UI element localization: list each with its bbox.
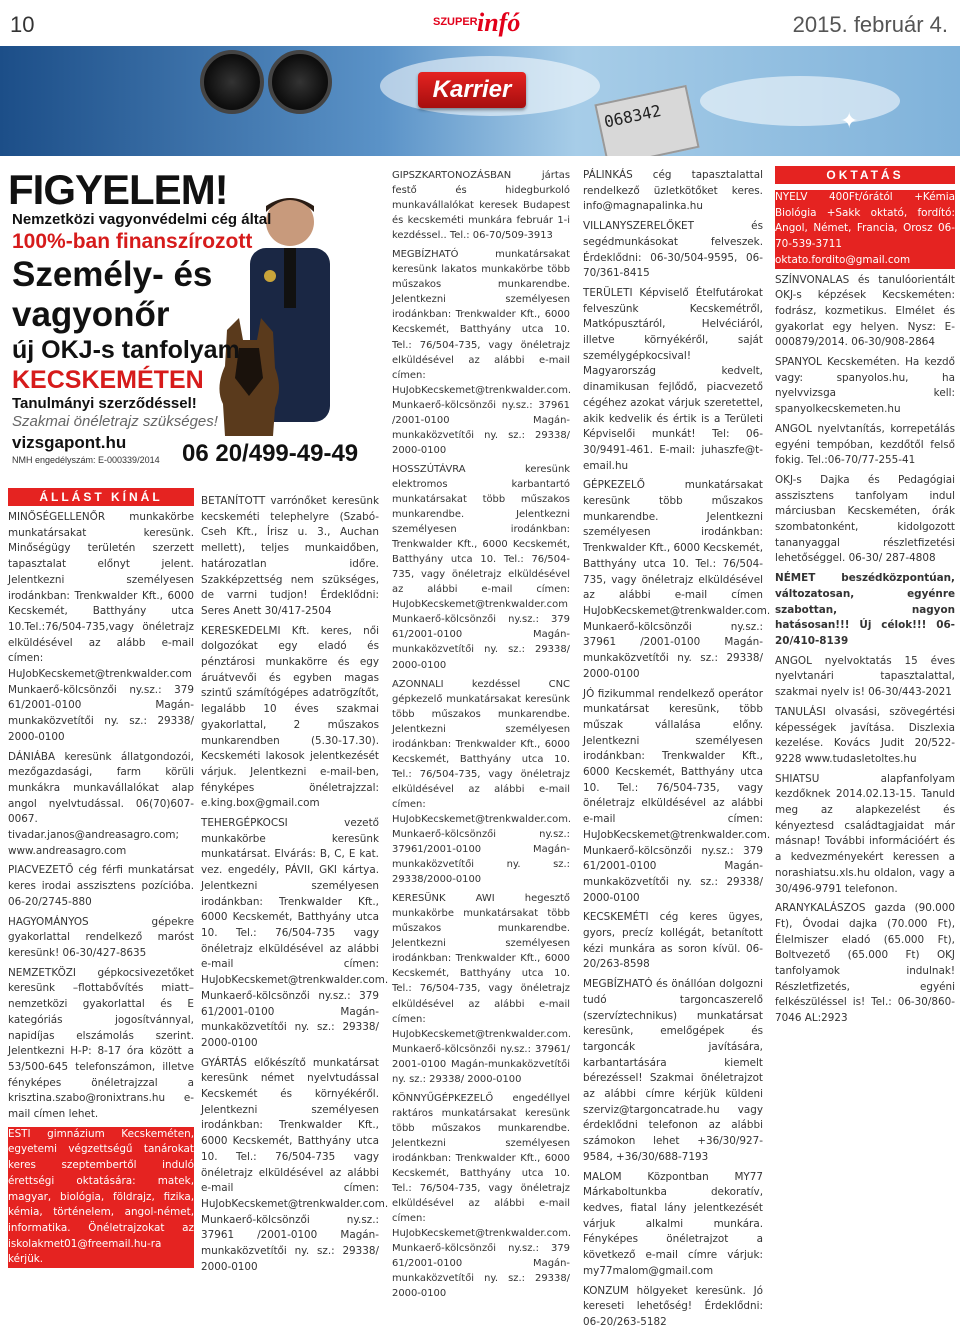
classified-ad: BETANÍTOTT varrónőket keresünk kecskeméti telephelyre (Szabó-Cseh Kft., Írisz u. 3., Auchan mellett), teljes munkaidőben, határozatlan időre. Szakképzettség nem szükséges, de varrni tudjon! Érdeklődni: Seres Anett 30/417-2504: [201, 495, 379, 617]
ad-license: NMH engedélyszám: E-000339/2014: [12, 455, 160, 465]
section-title: Karrier: [432, 76, 512, 103]
classified-ad: HOSSZÚTÁVRA keresünk elektromos karbantartó munkatársakat több műszakos munkarendbe. Jelentkezni személyesen irodánkban: Trenkwalder Kft., 6000 Kecskemét, Batthyány utca 10. Tel.: 76/504-735, vagy önéletrajz elküldésével az alábbi e-mail címen: HuJobKecskemet@trenkwalder.com Munkaerő-kölcsönzői ny.sz.: 379 61/2001-0100 Magán-munkaközvetítői ny. sz.: 29338/ 2000-0100: [392, 463, 570, 671]
classified-ad: GYÁRTÁS előkészítő munkatársat keresünk német nyelvtudással Kecskemét és környékéről. Jelentkezni személyesen irodánkban: Trenkwalder Kft., 6000 Kecskemét, Batthyány utca 10. Tel.: 76/504-735 vagy önéletrajz elküldésével az alábbi e-mail címen: HuJobKecskemet@trenkwalder.com. Munkaerő-kölcsönzői ny.sz.: 37961 /2001-0100 Magán-munkaközvetítői ny. sz.: 29338/ 2000-0100: [201, 1056, 389, 1273]
classified-ad: JÓ fizikummal rendelkező operátor munkatársat keresünk, több műszak vállalása előny. Jelentkezni személyesen irodánkban: Trenkwalder Kft., 6000 Kecskemét, Batthyány utca 10. Tel.: 76/504-735, vagy önéletrajz elküldésével az alábbi e-mail címen: HuJobKecskemet@trenkwalder.com. Munkaerő-kölcsönzői ny.sz.: 379 61/2001-0100 Magán-munkaközvetítői ny. sz.: 29338/ 2000-0100: [583, 687, 771, 904]
seagull-icon: ✦: [840, 108, 859, 133]
ad-contract: Tanulmányi szerződéssel!: [12, 395, 197, 412]
classified-ad: TEHERGÉPKOCSI vezető munkakörbe keresünk munkatársat. Elvárás: B, C, E kat. vez. engedély, PÁVII, GKI kártya. Jelentkezni személyesen irodánkban: Trenkwalder Kft., 6000 Kecskemét, Batthyány utca 10. Tel.: 76/504-735 vagy önéletrajz elküldésével az alábbi e-mail címen: HuJobKecskemet@trenkwalder.com. Munkaerő-kölcsönzői ny.sz.: 379 61/2001-0100 Magán-munkaközvetítői ny. sz.: 29338/ 2000-0100: [201, 817, 389, 1049]
classified-ad: MALOM Központban MY77 Márkaboltunkba dekoratív, kedves, fiatal lány jelentkezését várjuk alkalmi munkára. Fényképes önéletrajzot a következő e-mail címre várjuk: my77malom@gmail.com: [583, 1170, 763, 1277]
classified-ad: PIACVEZETŐ cég férfi munkatársat keres irodai asszisztens pozícióba. 06-20/2745-880: [8, 864, 194, 908]
classified-ad: VILLANYSZERELŐKET és segédmunkásokat felveszek. Érdeklődni: 06-30/504-9595, 06-70/361-8415: [583, 220, 763, 280]
classified-ad: SZÍNVONALAS és tanulóorientált OKJ-s képzések Kecskeméten: fodrász, kozmetikus. Elmélet és gyakorlat egy helyen. Nysz: E-000879/2014. 06-30/908-2864: [775, 273, 955, 349]
ad-website: vizsgapont.hu: [12, 433, 127, 452]
ad-financed: 100%-ban finanszírozott: [12, 230, 253, 253]
cloud-shape: [700, 76, 900, 126]
section-title-badge: [418, 72, 526, 108]
ad-headline: FIGYELEM!: [8, 168, 228, 213]
classified-ad: KERESKEDELMI Kft. keres, női dolgozókat egy eladó és pénztárosi munkakörre és egy áruátvevői és egyben magas szintű számítógépes adatrögzítőt, legalább 10 éves szakmai gyakorlattal, 2 műszakos munkarendben (5.30-17.30). Kecskeméti lakosok jelentkezését várjuk. Jelentkezni e-mail-ben, fényképes önéletrajzzal: e.king.box@gmail.com: [201, 624, 379, 810]
ad-subline: Nemzetközi vagyonvédelmi cég által: [12, 211, 272, 228]
security-guard-course-ad: [8, 168, 370, 470]
ad-title-1: Személy- és: [12, 255, 213, 294]
classified-ad: TANULÁSI olvasási, szövegértési képességek javítása. Diszlexia kezelése. Kovács Judit 20/522-9228 www.tudasletoltes.hu: [775, 705, 955, 765]
classified-ad: OKJ-s Dajka és Pedagógiai asszisztens tanfolyam indul márciusban Kecskeméten, órák szombatonként, kidolgozott tananyaggal részletfizetési lehetőséggel. 06-30/ 287-4808: [775, 473, 955, 565]
classified-ad: SPANYOL Kecskeméten. Ha kezdő vagy: spanyolos.hu, ha nyelvvizsga kell: spanyolkecskemeten.hu: [775, 356, 955, 416]
classified-ad: ARANYKALÁSZOS gazda (90.000 Ft), Óvodai dajka (70.000 Ft), Élelmiszer eladó (65.000 Ft), Boltvezető (65.000 Ft) OKJ tanfolyamok indulnak! Részletfizetés, egyéni felkészüléssel is! Tel.: 06-30/860-7046 AL:2923: [775, 902, 955, 1025]
calculator-icon: [594, 85, 699, 156]
classified-ad: TERÜLETI Képviselő Ételfutárokat felveszünk Kecskemétről, Matkópusztáról, Helvéciáról, illetve környékéről, saját személygépkocsival! Magyarország kedvelt, dinamikusan fejlődő, piacvezető cégéhez azokat várjuk szeretettel, akik kedvelik és értik is a Területi Képviselői munkát! Tel: 06-30/9491-461. E-mail: juhaszfe@t-email.hu: [583, 286, 763, 472]
classified-ad-highlighted: ESTI gimnázium Kecskeméten, egyetemi végzettségű tanárokat keres szeptembertől induló érettségi oktatására: matek, magyar, biológia, földrajz, fizika, kémia, történelem, angol-német, informatika. Önéletrajzokat az iskolakmet01@freemail.hu-ra kérjük.: [8, 1127, 194, 1268]
classified-ad-highlighted: NYELV 400Ft/órától +Kémia Biológia +Sakk oktató, fordító: Angol, Német, Francia, Orosz 06-70-539-3711 oktato.fordito@gmail.com: [775, 190, 955, 269]
classified-ad: KECSKEMÉTI cég keres ügyes, gyors, precíz kollégát, betanított kézi munkára as soron kívül. 06-20/263-8598: [583, 911, 763, 971]
classified-ad: MEGBÍZHATÓ és önállóan dolgozni tudó targoncaszerelő (szervíztechnikus) munkatársat keresünk, emelőgépek és targoncák javítására, karbantartására kiemelt bérezéssel! Szakmai önéletrajzot az alábbi címre kérjük küldeni szerviz@targoncatrade.hu vagy érdeklődni telefonon az alábbi számokon lehet +36/30/927-9584, +36/30/688-7193: [583, 978, 763, 1163]
binoculars-icon: [190, 46, 340, 116]
classified-ad: MINŐSÉGELLENŐR munkakörbe munkatársakat keresünk. Minőségügy területén szerzett tapasztalat előnyt jelent. Jelentkezni személyesen irodánkban: Trenkwalder Kft., 6000 Kecskemét, Batthyány utca 10.Tel.:76/504-735,vagy önéletrajz elküldésével az alább e-mail címen: HuJobKecskemet@trenkwalder.com Munkaerő-kölcsönzői ny.sz.: 379 61/2001-0100 Magán-munkaközvetítői ny. sz.: 29338/ 2000-0100: [8, 511, 194, 743]
column-4: [583, 168, 771, 1335]
classified-ad: KONZUM hölgyeket keresünk. Jó kereseti lehetőség! Érdeklődni: 06-20/263-5182: [583, 1284, 763, 1328]
ad-city: KECSKEMÉTEN: [12, 366, 204, 394]
column-2: [201, 494, 389, 1279]
classified-ad: ANGOL nyelvoktatás 15 éves nyelvtanári tapasztalattal, szakmai nyelv is! 06-30/443-2021: [775, 654, 955, 699]
classified-ad: KERESÜNK AWI hegesztő munkakörbe munkatársakat több műszakos munkarendbe. Jelentkezni személyesen irodánkban: Trenkwalder Kft., 6000 Kecskemét, Batthyány utca 10. Tel.: 76/504-735, vagy önéletrajz elküldésével az alábbi e-mail címen: HuJobKecskemet@trenkwalder.com. Munkaerő-kölcsönzői ny.sz.: 37961/ 2001-0100 Magán-munkaközvetítői ny. sz.: 29338/ 2000-0100: [392, 893, 572, 1085]
page-number: 10: [10, 12, 35, 37]
page-date: 2015. február 4.: [792, 12, 948, 37]
section-header-oktatas: OKTATÁS: [775, 166, 955, 184]
ad-title-2: vagyonőr: [12, 295, 170, 334]
column-1: [8, 510, 194, 1272]
column-5: [775, 190, 955, 1031]
logo-prefix: SZUPER: [433, 16, 478, 28]
classified-ad: GIPSZKARTONOZÁSBAN jártas festő és hidegburkoló munkavállalókat keresek Budapest és kecskeméti munkára február 1-i kezdéssel.. Tel.: 06-70/509-3913: [392, 170, 570, 242]
classified-ad: AZONNALI kezdéssel CNC gépkezelő munkatársakat keresünk több műszakos munkarendbe. Jelentkezni személyesen irodánkban: Trenkwalder Kft., 6000 Kecskemét, Batthyány utca 10. Tel.: 76/504-735, vagy önéletrajz elküldésével az alábbi e-mail címen: HuJobKecskemet@trenkwalder.com. Munkaerő-kölcsönzői ny.sz.: 37961/2001-0100 Magán-munkaközvetítői ny. sz.: 29338/2000-0100: [392, 678, 572, 886]
ad-cv-note: Szakmai önéletrajz szükséges!: [12, 413, 218, 430]
classified-ad: GÉPKEZELŐ munkatársakat keresünk több műszakos munkarendbe. Jelentkezni személyesen irodánkban: Trenkwalder Kft., 6000 Kecskemét, Batthyány utca 10. Tel.: 76/504-735, vagy önéletrajz elküldésével az alábbi e-mail címen HuJobKecskemet@trenkwalder.com. Munkaerő-kölcsönzői ny.sz.: 37961 /2001-0100 Magán-munkaközvetítői ny. sz.: 29338/ 2000-0100: [583, 479, 771, 680]
section-header-allast-kinal: ÁLLÁST KÍNÁL: [8, 488, 194, 506]
szuperinfo-logo: [433, 8, 525, 40]
column-3: [392, 168, 570, 1305]
calculator-display: 068342: [602, 100, 663, 132]
classified-ad: KÖNNYŰGÉPKEZELŐ engedéllyel raktáros munkatársakat keresünk több műszakos munkarendbe. Jelentkezni személyesen irodánkban: Trenkwalder Kft., 6000 Kecskemét, Batthyány utca 10. Tel.: 76/504-735, vagy önéletrajz elküldésével az alábbi e-mail címen: HuJobKecskemet@trenkwalder.com. Munkaerő-kölcsönzői ny.sz.: 379 61/2001-0100 Magán-munkaközvetítői ny. sz.: 29338/ 2000-0100: [392, 1092, 572, 1300]
page-header: [0, 0, 960, 52]
classified-ad: SHIATSU alapfanfolyam kezdőknek 2014.02.13-15. Tanuld meg az alapkezelést és kényeztesd családtagjaidat már másnap! További információért és a kedvezményekért keressen a norashiatsu.xls.hu oldalon, vagy a 30/496-9791 telefonon.: [775, 772, 955, 895]
classified-ad: PÁLINKÁS cég tapasztalattal rendelkező üzletkötőket keres. info@magnapalinka.hu: [583, 169, 763, 213]
classified-ad: NEMZETKÖZI gépkocsivezetőket keresünk –flottabővítés miatt– nemzetközi gyakorlattal és E kategóriás jogosítvánnyal, napidíjas elszámolás szerint. Jelentkezni H-P: 8-17 óra között a 53/500-645 telefonszámon, illetve fényképes önéletrajzzal a krisztina.szabo@ronixtrans.hu e-mail címen lehet.: [8, 966, 194, 1121]
ad-course: új OKJ-s tanfolyam: [12, 336, 240, 364]
classified-ad: HAGYOMÁNYOS gépekre gyakorlattal rendelkező maróst keresünk! 06-30/427-8635: [8, 915, 194, 959]
classified-ad-bold: NÉMET beszédközpontúan, változatosan, egyénre szabottan, nagyon hatásosan!!! Új célok!!! 06-20/410-8139: [775, 572, 955, 647]
classified-ad: ANGOL nyelvtanítás, korrepetálás egyéni tempóban, kezdőtől felső fokig. Tel.:06-70/77-255-41: [775, 422, 955, 467]
logo-name: infó: [477, 8, 521, 37]
ad-phone: 06 20/499-49-49: [182, 440, 359, 467]
classified-ad: MEGBÍZHATÓ munkatársakat keresünk lakatos munkakörbe több műszakos munkarendbe. Jelentkezni személyesen irodánkban: Trenkwalder Kft., 6000 Kecskemét, Batthyány utca 10. Tel.: 76/504-735, vagy önéletrajz elküldésével az alábbi e-mail címen: HuJobKecskemet@trenkwalder.com. Munkaerő-kölcsönzői ny.sz.: 37961 /2001-0100 Magán-munkaközvetítői ny. sz.: 29338/ 2000-0100: [392, 249, 572, 456]
classified-ad: DÁNIÁBA keresünk állatgondozói, mezőgazdasági, farm körüli munkákra munkavállalókat alap angol nyelvtudással. 06(70)607-0067. tivadar.janos@andreasagro.com; www.andreasagro.com: [8, 750, 194, 857]
